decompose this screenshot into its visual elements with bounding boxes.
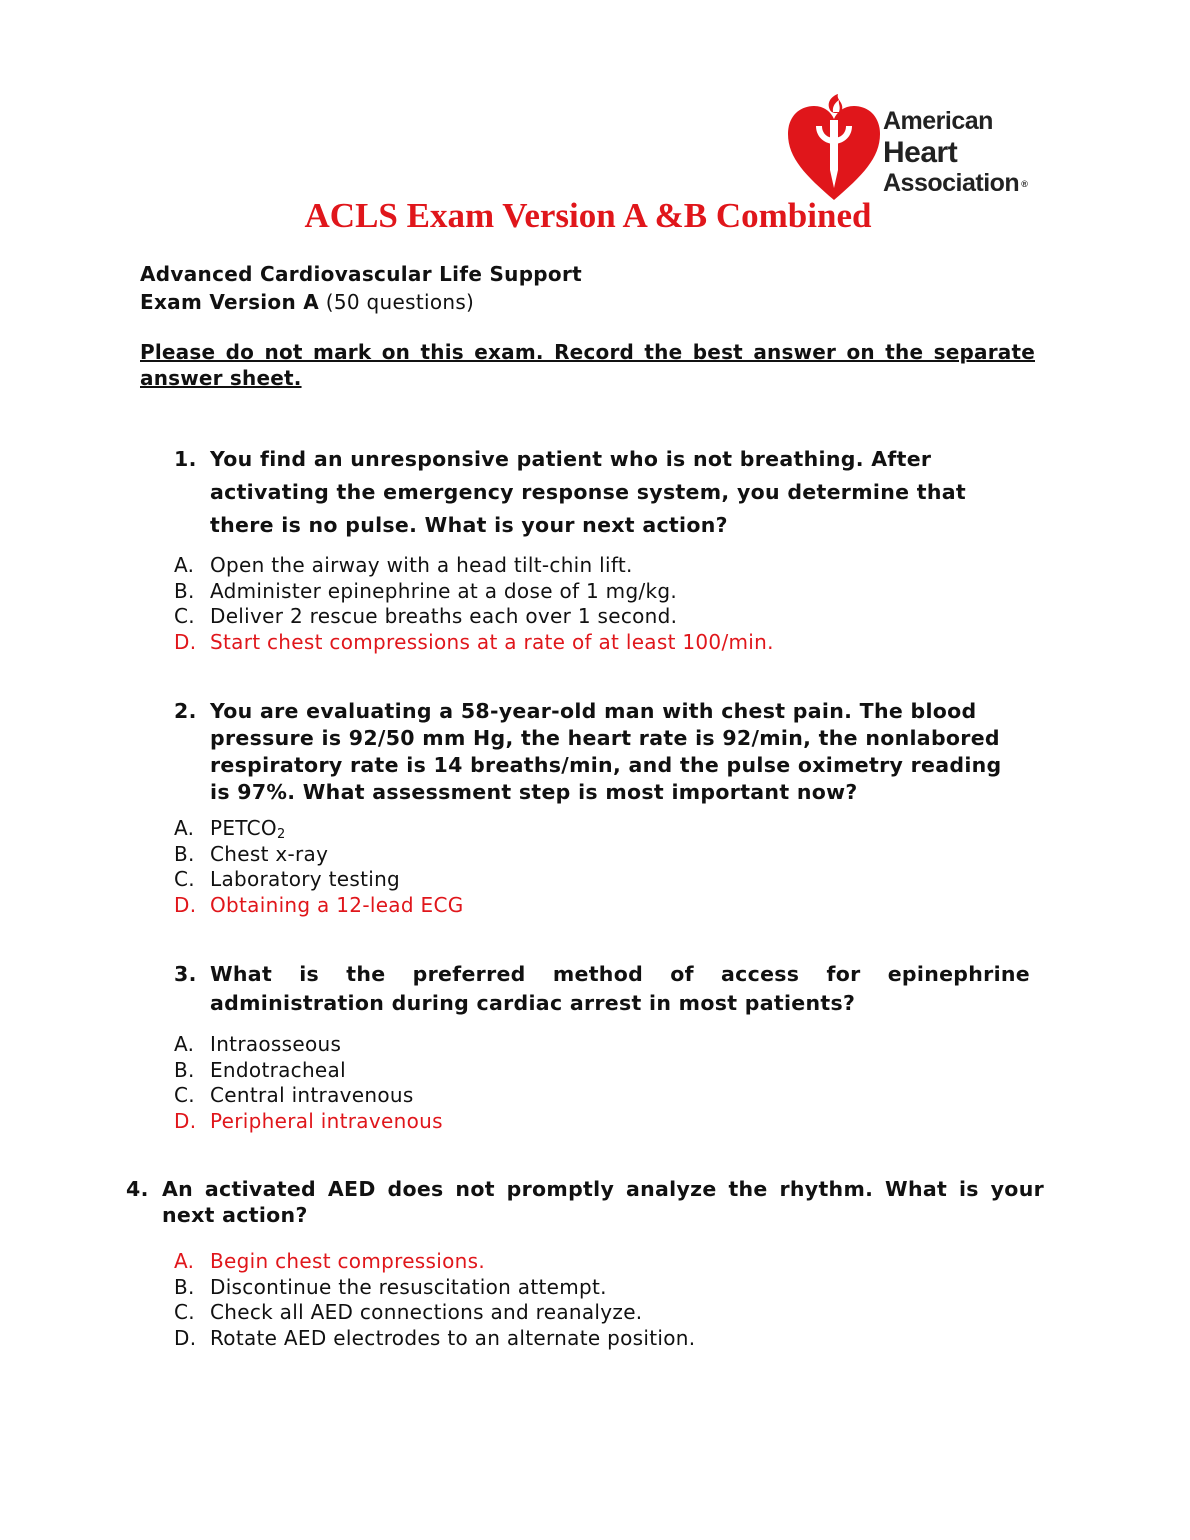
option-letter: C. [174, 1300, 195, 1324]
aha-logo [786, 92, 1056, 204]
option-text: Begin chest compressions. [210, 1249, 485, 1273]
question-text: An activated AED does not promptly analyze the rhythm. What is your next action? [162, 1177, 1044, 1227]
option-letter: C. [174, 1083, 195, 1107]
question-4 [126, 1176, 1044, 1228]
option-text: Start chest compressions at a rate of at least 100/min. [210, 629, 774, 654]
option-letter: A. [174, 816, 195, 840]
question-1 [174, 443, 970, 542]
option-letter: B. [174, 578, 195, 603]
option-text: Check all AED connections and reanalyze. [210, 1300, 643, 1324]
option-text: Chest x-ray [210, 841, 329, 866]
option-letter: B. [174, 841, 195, 866]
question-text: You are evaluating a 58-year-old man with chest pain. The blood pressure is 92/50 mm Hg, the heart rate is 92/min, the nonlabored respiratory rate is 14 breaths/min, and the pulse oximetry reading is 97%. What assessment step is most important now? [210, 699, 1002, 804]
logo-wordmark [883, 106, 1027, 200]
option-letter: A. [174, 1249, 195, 1273]
option-text: $PETCO_2$ [210, 816, 286, 842]
exam-instructions: Please do not mark on this exam. Record the best answer on the separate answer sheet. [140, 340, 1035, 390]
option-letter: D. [174, 629, 197, 654]
option-letter: A. [174, 1032, 195, 1056]
registered-mark: ® [1021, 178, 1028, 189]
option-letter: C. [174, 867, 195, 891]
heart-torch-icon [786, 92, 882, 204]
page-title: ACLS Exam Version A &B Combined [304, 196, 872, 235]
exam-version-label: Exam Version A [140, 290, 320, 314]
option-text: Central intravenous [210, 1083, 414, 1107]
question-number: 4. [126, 1177, 149, 1201]
option-letter: D. [174, 1108, 197, 1133]
question-number: 1. [174, 447, 197, 471]
question-text: What is the preferred method of access for epinephrine administration during cardiac arrest in most patients? [210, 962, 1030, 1015]
subscript: 2 [276, 827, 286, 842]
option-text: Peripheral intravenous [210, 1108, 443, 1133]
question-number: 3. [174, 962, 197, 986]
option-text: Open the airway with a head tilt-chin lift. [210, 553, 633, 577]
option-text: Deliver 2 rescue breaths each over 1 second. [210, 604, 678, 628]
option-letter: B. [174, 1057, 195, 1082]
question-count: (50 questions) [319, 290, 475, 314]
question-number: 2. [174, 699, 197, 723]
course-name: Advanced Cardiovascular Life Support [140, 262, 582, 286]
option-text: Intraosseous [210, 1032, 342, 1056]
option-letter: D. [174, 1325, 197, 1350]
option-letter: A. [174, 553, 195, 577]
exam-version [140, 290, 474, 314]
option-text: Laboratory testing [210, 867, 401, 891]
option-letter: D. [174, 892, 197, 917]
question-2 [174, 698, 1020, 806]
logo-line-association: Association [883, 169, 1020, 197]
option-text: Rotate AED electrodes to an alternate position. [210, 1325, 696, 1350]
option-letter: C. [174, 604, 195, 628]
option-text: Administer epinephrine at a dose of 1 mg/kg. [210, 578, 678, 603]
option-letter: B. [174, 1274, 195, 1299]
option-text: Endotracheal [210, 1057, 346, 1082]
question-text: You find an unresponsive patient who is not breathing. After activating the emergency response system, you determine that there is no pulse. What is your next action? [210, 447, 966, 537]
option-text: Obtaining a 12-lead ECG [210, 892, 464, 917]
logo-line-heart: Heart [883, 136, 958, 169]
question-3 [174, 960, 1030, 1018]
option-text: Discontinue the resuscitation attempt. [210, 1274, 607, 1299]
logo-line-american: American [883, 107, 993, 135]
